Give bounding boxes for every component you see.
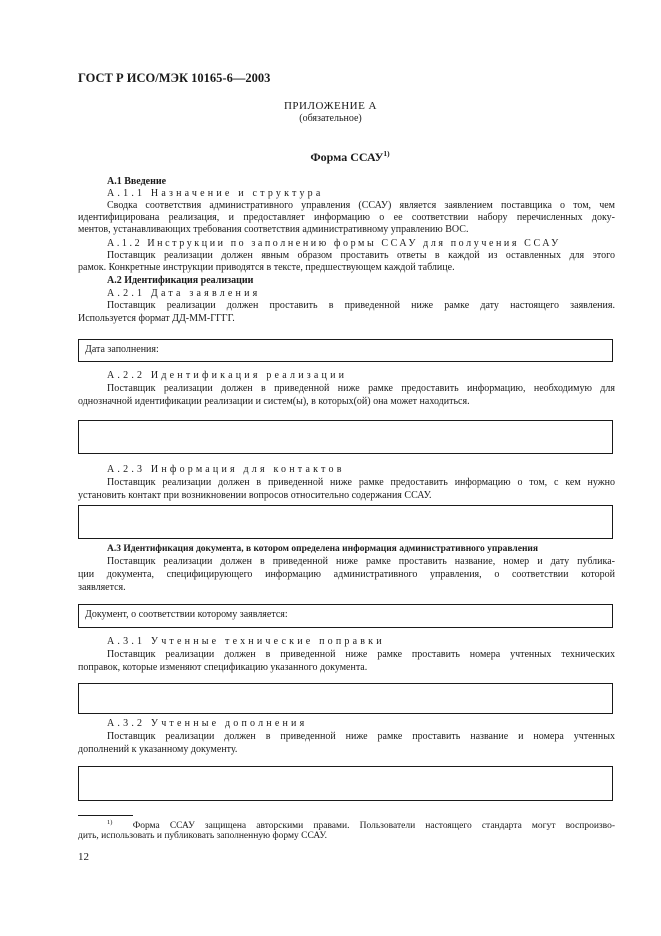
section-a11-text-line: ментов, устанавливающих требования соответствия административному управлению ВОС. (78, 224, 469, 235)
section-a12-text-line: рамок. Конкретные инструкции приводятся в тексте, предшествующем каждой таблице. (78, 262, 455, 273)
section-a31-heading: А.3.1 Учтенные технические поправки (107, 636, 385, 647)
section-a22-text-line: Поставщик реализации должен в приведенной ниже рамке предоставить информацию, необходимую для (107, 383, 615, 394)
section-a12-heading: А.1.2 Инструкции по заполнению формы ССАУ для получения ССАУ (107, 238, 561, 249)
form-title-text: Форма ССАУ (310, 150, 384, 164)
section-a21-heading: А.2.1 Дата заявления (107, 288, 261, 299)
section-a3-heading: А.3 Идентификация документа, в котором определена информация административного управления (107, 544, 539, 554)
section-a23-heading: А.2.3 Информация для контактов (107, 464, 345, 475)
section-a11-text-line: Сводка соответствия административного управления (ССАУ) является заявлением поставщика о том, чем (107, 200, 615, 211)
contact-info-box[interactable] (78, 505, 613, 539)
document-box-label: Документ, о соответствии которому заявляется: (85, 609, 288, 620)
amendments-box[interactable] (78, 766, 613, 801)
section-a3-text-line: ции документа, специфицирующего информацию административного управления, о соответствии которой (78, 569, 615, 580)
section-a32-text-line: дополнений к указанному документу. (78, 744, 238, 755)
date-box-label: Дата заполнения: (85, 344, 159, 355)
date-box[interactable] (78, 339, 613, 362)
section-a23-text-line: Поставщик реализации должен в приведенной ниже рамке предоставить информацию о том, с кем нужно (107, 477, 615, 488)
implementation-id-box[interactable] (78, 420, 613, 454)
section-a3-text-line: Поставщик реализации должен в приведенной ниже рамке проставить название, номер и дату публика- (107, 556, 615, 567)
section-a22-text-line: однозначной идентификации реализации и систем(ы), в которых(ой) она может находиться. (78, 396, 470, 407)
section-a3-text-line: заявляется. (78, 582, 126, 593)
section-a11-heading: А.1.1 Назначение и структура (107, 188, 324, 199)
footnote-text: Форма ССАУ защищена авторскими правами. Пользователи настоящего стандарта могут воспроизво- (132, 821, 615, 832)
section-a12-text-line: Поставщик реализации должен явным образом проставить ответы в каждой из оставленных для этого (107, 250, 615, 261)
standard-header: ГОСТ Р ИСО/МЭК 10165-6—2003 (78, 71, 271, 85)
section-a23-text-line: установить контакт при возникновении вопросов относительно содержания ССАУ. (78, 490, 432, 501)
section-a11-text-line: идентифицирована реализация, и предоставляет информацию о ее соответствии набору перечисленных доку- (78, 212, 615, 223)
section-a31-text-line: Поставщик реализации должен в приведенной ниже рамке проставить номера учтенных технических (107, 649, 615, 660)
footnote-line: дить, использовать и публиковать заполненную форму ССАУ. (78, 831, 327, 841)
section-a21-text-line: Используется формат ДД-ММ-ГГГГ. (78, 313, 235, 324)
section-a21-text-line: Поставщик реализации должен проставить в приведенной ниже рамке дату настоящего заявления. (107, 300, 615, 311)
footnote-mark: 1) (107, 819, 113, 826)
document-box[interactable] (78, 604, 613, 628)
section-a22-heading: А.2.2 Идентификация реализации (107, 370, 348, 381)
section-a31-text-line: поправок, которые изменяют спецификацию указанного документа. (78, 662, 368, 673)
section-a32-text-line: Поставщик реализации должен в приведенной ниже рамке проставить название и номера учтенных (107, 731, 615, 742)
section-a1-heading: А.1 Введение (107, 176, 167, 187)
appendix-title: ПРИЛОЖЕНИЕ А (283, 100, 377, 112)
page-number: 12 (78, 851, 89, 863)
technical-corrections-box[interactable] (78, 683, 613, 714)
section-a2-heading: А.2 Идентификация реализации (107, 275, 254, 286)
footnote-rule (78, 815, 133, 816)
appendix-subtitle: (обязательное) (299, 113, 362, 124)
section-a32-heading: А.3.2 Учтенные дополнения (107, 718, 308, 729)
form-title (0, 149, 661, 165)
form-title-footnote-mark: 1) (383, 149, 390, 158)
